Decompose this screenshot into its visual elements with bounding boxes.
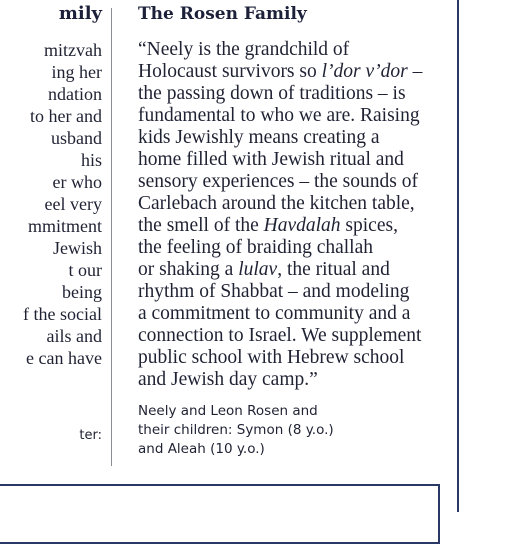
quote-text: connection to Israel. We supplement [138, 325, 422, 346]
left-text-line: Jewish [53, 238, 102, 258]
family-heading: The Rosen Family [138, 4, 307, 24]
quote-line [138, 193, 450, 215]
caption-line: Neely and Leon Rosen and [138, 403, 318, 419]
quote-text: the smell of the [138, 215, 264, 236]
quote-text: home filled with Jewish ritual and [138, 149, 404, 170]
left-text-line: mitzvah [44, 40, 102, 60]
left-text-line: er who [52, 172, 102, 192]
quote-text: , the ritual and [277, 259, 390, 280]
photo-caption [138, 402, 450, 459]
quote-text: sensory experiences – the sounds of [138, 171, 418, 192]
quote-line [138, 149, 450, 171]
quote-text: and Jewish day camp.” [138, 369, 318, 390]
caption-line: and Aleah (10 y.o.) [138, 441, 265, 457]
quote-text: the feeling of braiding challah [138, 237, 373, 258]
quote-italic-term: lulav [238, 259, 278, 280]
left-column-inner [0, 0, 102, 369]
left-text-line: f the social [23, 304, 102, 324]
quote-line [138, 259, 450, 281]
quote-line [138, 171, 450, 193]
quote-italic-term: l’dor v’dor [321, 61, 408, 82]
quote-italic-term: Havdalah [263, 215, 341, 236]
quote-line [138, 281, 450, 303]
quote-text: rhythm of Shabbat – and modeling [138, 281, 410, 302]
family-quote [138, 39, 450, 391]
left-column-heading: mily [58, 3, 102, 24]
quote-text: “Neely is the grandchild of [138, 39, 350, 60]
quote-line [138, 105, 450, 127]
left-text-line: his [80, 150, 102, 170]
left-text-line: ing her [51, 62, 102, 82]
quote-line [138, 61, 450, 83]
left-text-line: eel very [44, 194, 102, 214]
quote-line [138, 369, 450, 391]
left-text-line: usband [51, 128, 102, 148]
left-column-caption: ter: [79, 428, 102, 443]
left-text-line: being [62, 282, 102, 302]
column-divider [111, 8, 112, 466]
quote-text: spices, [340, 215, 398, 236]
quote-line [138, 303, 450, 325]
quote-line [138, 127, 450, 149]
quote-text: fundamental to who we are. Raising [138, 105, 420, 126]
left-text-line: to her and [30, 106, 102, 126]
left-text-line: ails and [46, 326, 102, 346]
left-column [0, 0, 104, 512]
quote-line [138, 237, 450, 259]
left-text-line: e can have [26, 348, 102, 368]
quote-text: or shaking a [138, 259, 239, 280]
left-column-text [0, 39, 102, 369]
quote-text: Carlebach around the kitchen table, [138, 193, 415, 214]
left-text-line: mmitment [28, 216, 102, 236]
left-text-line: t our [68, 260, 102, 280]
quote-line [138, 83, 450, 105]
quote-text: public school with Hebrew school [138, 347, 405, 368]
quote-line [138, 215, 450, 237]
quote-text: – [407, 61, 423, 82]
bottom-panel-border [0, 484, 440, 544]
main-column [138, 0, 450, 459]
quote-text: the passing down of traditions – is [138, 83, 406, 104]
quote-text: kids Jewishly means creating a [138, 127, 380, 148]
right-border-line [457, 0, 459, 512]
quote-text: Holocaust survivors so [138, 61, 322, 82]
quote-line [138, 325, 450, 347]
quote-line [138, 347, 450, 369]
caption-line: their children: Symon (8 y.o.) [138, 422, 334, 438]
quote-line [138, 39, 450, 61]
left-text-line: ndation [48, 84, 102, 104]
quote-text: a commitment to community and a [138, 303, 411, 324]
